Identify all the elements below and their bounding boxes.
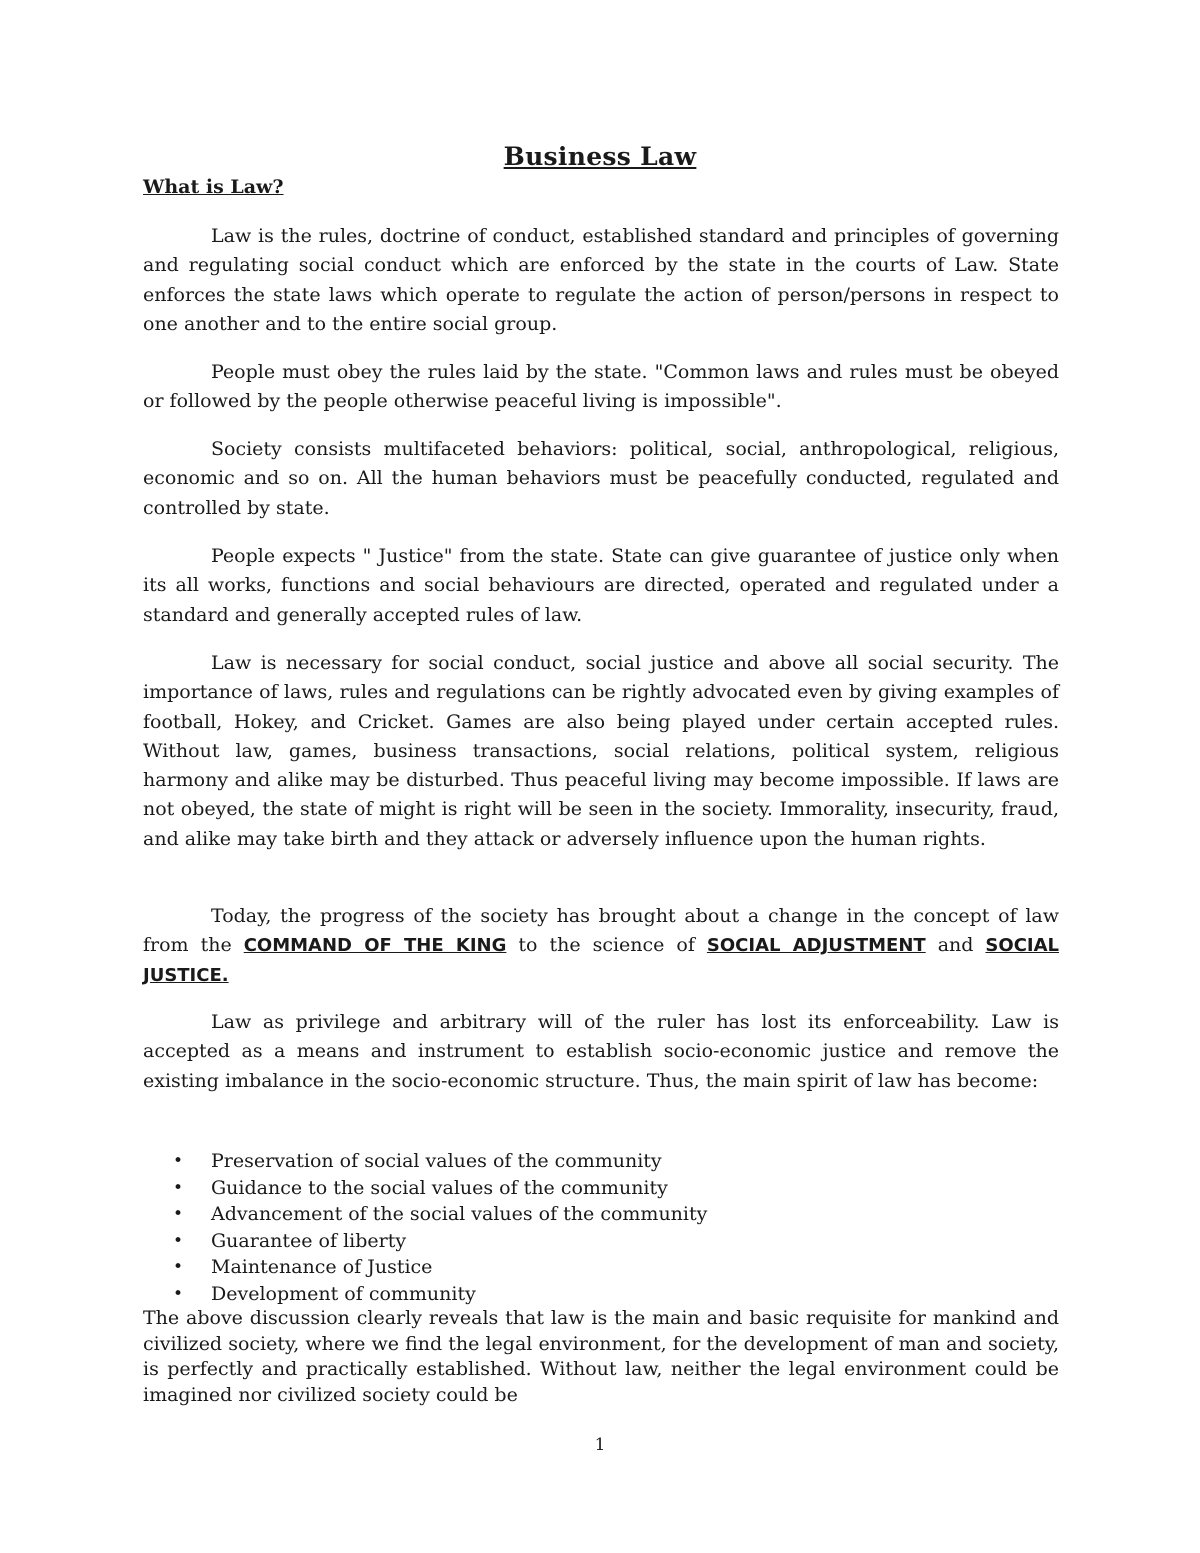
list-item: • Guarantee of liberty <box>143 1228 1059 1255</box>
list-item: • Guidance to the social values of the community <box>143 1175 1059 1202</box>
bullet-icon: • <box>173 1151 184 1171</box>
paragraph-spirit-of-law: Law as privilege and arbitrary will of the ruler has lost its enforceability. Law is accepted as a means and instrument to establish socio-economic justice and remove the existing imbalance in the socio-economic structure. Thus, the main spirit of law has become: <box>143 1011 1059 1092</box>
paragraph-necessity: Law is necessary for social conduct, social justice and above all social security. The importance of laws, rules and regulations can be rightly advocated even by giving examples of football, Hokey, and Cricket. Games are also being played under certain accepted rules. Without law, games, business transactions, social relations, political system, religious harmony and alike may be disturbed. Thus peaceful living may become impossible. If laws are not obeyed, the state of might is right will be seen in the society. Immorality, insecurity, fraud, and alike may take birth and they attack or adversely influence upon the human rights. <box>143 652 1059 850</box>
paragraph-definition: Law is the rules, doctrine of conduct, established standard and principles of governing and regulating social conduct which are enforced by the state in the courts of Law. State enforces the state laws which operate to regulate the action of person/persons in respect to one another and to the entire social group. <box>143 225 1059 335</box>
bullet-icon: • <box>173 1257 184 1277</box>
section-heading: What is Law? <box>143 176 284 198</box>
page-number: 1 <box>594 1435 606 1455</box>
paragraph-justice: People expects " Justice" from the state. State can give guarantee of justice only when its all works, functions and social behaviours are directed, operated and regulated under a standard and generally accepted rules of law. <box>143 545 1059 626</box>
highlight-social-justice: SOCIAL JUSTICE. <box>143 935 1059 986</box>
list-item: • Advancement of the social values of the community <box>143 1201 1059 1228</box>
paragraph-progress <box>143 902 1059 990</box>
bullet-icon: • <box>173 1283 184 1304</box>
list-item: • Preservation of social values of the community <box>143 1148 1059 1175</box>
bullet-icon: • <box>173 1204 184 1224</box>
bullet-icon: • <box>173 1230 184 1251</box>
progress-text-1: Today, the progress of the society has brought about a change in the concept of law from the <box>143 905 1059 957</box>
bullet-list <box>143 1148 1059 1307</box>
paragraph-conclusion: The above discussion clearly reveals that law is the main and basic requisite for mankind and civilized society, where we find the legal environment, for the development of man and society, is perfectly and practically established. Without law, neither the legal environment could be imagined nor civilized society could be <box>143 1307 1059 1406</box>
paragraph-society: Society consists multifaceted behaviors: political, social, anthropological, religious, economic and so on. All the human behaviors must be peacefully conducted, regulated and controlled by state. <box>143 438 1059 519</box>
bullet-icon: • <box>173 1177 184 1198</box>
list-item: • Development of community <box>143 1281 1059 1308</box>
highlight-command-of-king: COMMAND OF THE KING <box>243 935 507 957</box>
paragraph-obey-rules: People must obey the rules laid by the state. "Common laws and rules must be obeyed or followed by the people otherwise peaceful living is impossible". <box>143 361 1059 413</box>
list-item: • Maintenance of Justice <box>143 1254 1059 1281</box>
highlight-social-adjustment: SOCIAL ADJUSTMENT <box>706 935 926 957</box>
progress-text-2: to the science of <box>506 934 707 957</box>
progress-text-3: and <box>925 934 986 957</box>
document-title: Business Law <box>503 142 697 171</box>
